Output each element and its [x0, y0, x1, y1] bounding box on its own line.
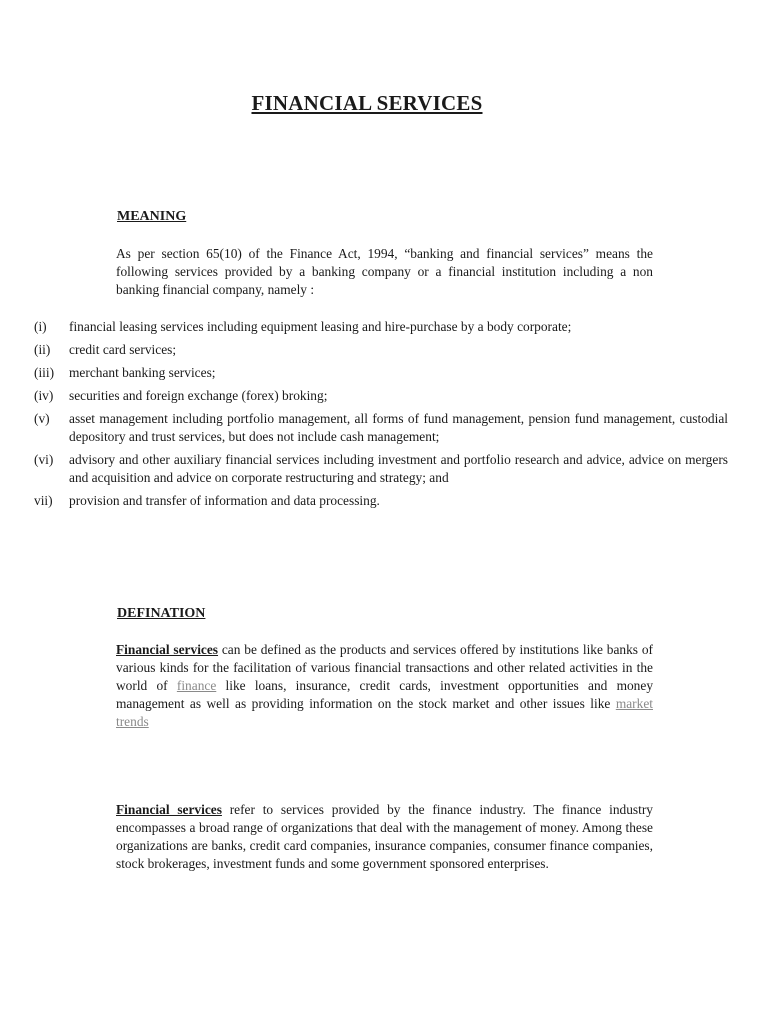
definition-paragraph-1: [116, 641, 653, 731]
paragraph-text: can be defined as the products and services offered by institutions like banks of various kinds for the facilitation of various financial transactions and other related activities in the world of: [116, 642, 654, 693]
list-item-text: financial leasing services including equipment leasing and hire-purchase by a body corporate;: [69, 319, 572, 334]
list-item-number: (iv): [34, 388, 54, 403]
market-trends-link[interactable]: market trends: [116, 696, 653, 729]
list-item-number: (i): [34, 319, 47, 334]
page-title: FINANCIAL SERVICES: [251, 91, 483, 115]
list-item-number: (iii): [34, 365, 55, 380]
list-item: [34, 318, 728, 336]
list-item-number: vii): [34, 493, 53, 508]
term-financial-services: Financial services: [116, 642, 219, 657]
list-item-text: provision and transfer of information and data processing.: [69, 493, 380, 508]
list-item-text: merchant banking services;: [69, 365, 216, 380]
meaning-intro-paragraph: As per section 65(10) of the Finance Act, 1994, “banking and financial services” means the following services provided by a banking company or a financial institution including a non banking financial company, namely :: [116, 246, 653, 297]
definition-paragraph-2: [116, 801, 653, 873]
paragraph-text: refer to services provided by the finance industry. The finance industry encompasses a broad range of organizations that deal with the management of money. Among these organizations are banks, credit card companies, insurance companies, consumer finance companies, stock brokerages, investment funds and some government sponsored enterprises.: [116, 802, 653, 871]
list-item: [34, 341, 728, 359]
list-item: [34, 410, 728, 446]
term-financial-services: Financial services: [116, 802, 222, 817]
list-item-text: advisory and other auxiliary financial services including investment and portfolio research and advice, advice on mergers and acquisition and advice on corporate restructuring and strategy; and: [69, 452, 728, 485]
finance-link[interactable]: finance: [176, 678, 217, 693]
list-item-text: securities and foreign exchange (forex) broking;: [69, 388, 328, 403]
list-item-text: credit card services;: [69, 342, 177, 357]
list-item: [34, 492, 728, 510]
list-item-number: (v): [34, 411, 50, 426]
list-item-number: (vi): [34, 452, 54, 467]
list-item: [34, 451, 728, 487]
meaning-heading: MEANING: [117, 209, 187, 224]
list-item-text: asset management including portfolio management, all forms of fund management, pension fund management, custodial depository and trust services, but does not include cash management;: [69, 411, 728, 444]
services-list: [34, 318, 728, 515]
paragraph-text: like loans, insurance, credit cards, investment opportunities and money management as well as providing information on the stock market and other issues like: [116, 678, 654, 711]
list-item: [34, 364, 728, 382]
list-item: [34, 387, 728, 405]
definition-heading: DEFINATION: [117, 606, 206, 621]
list-item-number: (ii): [34, 342, 51, 357]
